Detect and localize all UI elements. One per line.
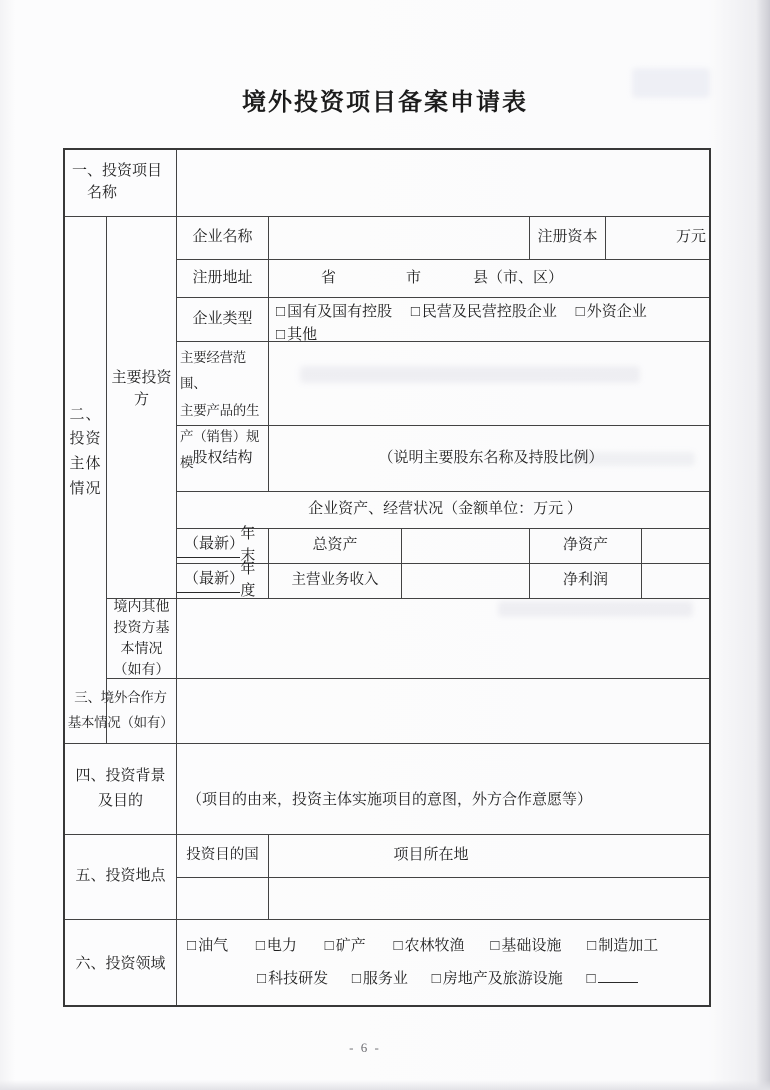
equity-structure-label: 股权结构	[177, 426, 269, 492]
sector-option-label: 电力	[266, 938, 297, 954]
domestic-other-investors-label: 境内其他 投资方基 本情况 （如有）	[107, 599, 177, 679]
net-profit-field	[642, 564, 711, 599]
project-location-label: 项目所在地	[269, 835, 711, 878]
checkbox-icon: □	[257, 970, 267, 987]
type-option-label: 其他	[287, 326, 318, 343]
assets-status-header: 企业资产、经营状况（金额单位：万元 ）	[177, 492, 711, 529]
checkbox-icon: □	[351, 970, 361, 987]
registered-capital-label: 注册资本	[530, 217, 606, 260]
checkbox-icon: □	[586, 970, 596, 987]
checkbox-icon: □	[587, 938, 597, 954]
row1-project-name-label: 一、投资项目 名称	[65, 150, 177, 217]
sector-option-label: 农林牧渔	[404, 938, 465, 954]
capital-unit-label: 万元	[606, 217, 711, 260]
sector-option-label: 房地产及旅游设施	[442, 970, 563, 987]
sector-option-label: 科技研发	[268, 970, 329, 987]
checkbox-icon: □	[410, 304, 420, 320]
total-assets-field	[402, 529, 530, 564]
sector-option-label: 制造加工	[598, 938, 659, 954]
total-assets-label: 总资产	[269, 529, 402, 564]
checkbox-icon: □	[575, 304, 585, 320]
net-profit-label: 净利润	[530, 564, 642, 599]
province-label: 省	[321, 269, 337, 286]
enterprise-name-field	[269, 217, 530, 260]
business-scope-label: 主要经营范围、 主要产品的生 产（销售）规模	[177, 342, 269, 426]
yearend-suffix: 年末	[240, 526, 256, 564]
checkbox-icon: □	[276, 304, 286, 320]
dest-country-field	[177, 878, 269, 920]
net-assets-label: 净资产	[530, 529, 642, 564]
page-number: - 6 -	[349, 1040, 381, 1055]
enterprise-name-label: 企业名称	[177, 217, 269, 260]
row4-background-hint: （项目的由来，投资主体实施项目的意图，外方合作意愿等）	[177, 744, 711, 835]
row1-project-name-field	[177, 150, 711, 217]
sector-option-label: 服务业	[362, 970, 408, 987]
project-location-field	[269, 878, 711, 920]
scan-edge-shadow	[756, 0, 770, 1090]
row6-sector-label: 六、投资领域	[65, 920, 177, 1007]
form-title: 境外投资项目备案申请表	[242, 89, 528, 116]
city-label: 市	[406, 269, 422, 286]
other-sector-blank	[598, 968, 638, 983]
main-revenue-label: 主营业务收入	[269, 564, 402, 599]
row5-location-label: 五、投资地点	[65, 835, 177, 920]
sector-option-label: 油气	[198, 938, 229, 954]
type-option-label: 国有及国有控股	[287, 304, 393, 320]
row6-sector-options	[177, 920, 711, 1007]
sector-option-label: 基础设施	[501, 938, 562, 954]
type-option-label: 外资企业	[586, 304, 647, 320]
net-assets-field	[642, 529, 711, 564]
checkbox-icon: □	[431, 970, 441, 987]
checkbox-icon: □	[255, 938, 265, 954]
row3-overseas-partner-label: 三、境外合作方 基本情况（如有）	[65, 679, 177, 744]
checkbox-icon: □	[324, 938, 334, 954]
enterprise-type-options	[269, 298, 711, 342]
latest-year-label	[177, 561, 269, 599]
checkbox-icon: □	[276, 326, 286, 343]
main-investor-label: 主要投资 方	[107, 217, 177, 599]
latest-underlined: （最新）	[177, 569, 240, 593]
sector-option-label: 矿产	[335, 938, 366, 954]
year-suffix: 年度	[240, 561, 256, 599]
checkbox-icon: □	[393, 938, 403, 954]
enterprise-type-label: 企业类型	[177, 298, 269, 342]
row4-background-label: 四、投资背景 及目的	[65, 744, 177, 835]
equity-structure-hint: （说明主要股东名称及持股比例）	[269, 426, 711, 492]
section2-label: 二、 投资 主体 情况	[65, 217, 107, 744]
business-scope-field	[269, 342, 711, 426]
county-label: 县（市、区）	[473, 269, 564, 286]
checkbox-icon: □	[490, 938, 500, 954]
scan-edge-shadow-bottom	[0, 1080, 770, 1090]
checkbox-icon: □	[187, 938, 197, 954]
type-option-label: 民营及民营控股企业	[421, 304, 557, 320]
dest-country-label: 投资目的国	[177, 835, 269, 878]
application-form-table	[63, 148, 711, 1007]
latest-underlined: （最新）	[177, 534, 240, 558]
domestic-other-investors-field	[177, 599, 711, 679]
main-revenue-field	[402, 564, 530, 599]
registered-address-label: 注册地址	[177, 260, 269, 298]
registered-address-field	[269, 260, 711, 298]
row3-overseas-partner-field	[177, 679, 711, 744]
